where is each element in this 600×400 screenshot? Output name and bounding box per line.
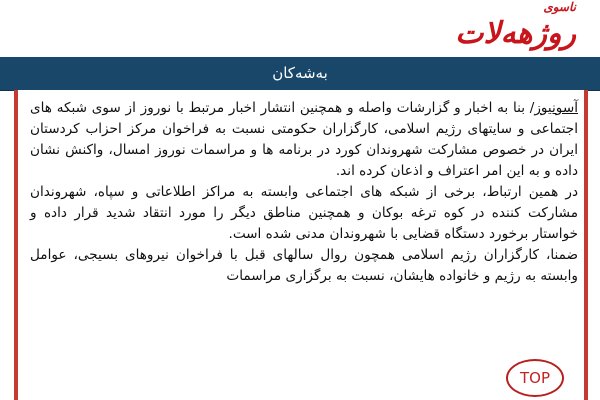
article-paragraph: [30, 98, 578, 182]
article-paragraph-text: / بنا به اخبار و گزارشات واصله و همچنین انتشار اخبار مرتبط با نوروز از سوی شبکه های اجتماعی و سایتهای رژیم اسلامی، کارگزاران حکومتی نسبت به فراخوان مرکز احزاب کردستان ایران در خصوص مشارکت شهروندان کورد در برنامه ها و مراسمات نوروز امسال، واکنش نشان داده و به این امر اعتراف و اذعان کرده اند.: [30, 100, 578, 179]
article-paragraph: در همین ارتباط، برخی از شبکه های اجتماعی وابسته به مراکز اطلاعاتی و سپاه، شهروندان مشارکت کننده در کوه ترغه بوکان و همچنین مناطق دیگر را مورد انتقاد شدید قرار داده و خواستار برخورد دستگاه قضایی با شهروندان مدنی شده است.: [30, 184, 578, 242]
navigation-bar: [0, 57, 600, 91]
news-source-link[interactable]: آسونیوز: [534, 100, 578, 116]
article-content: [30, 98, 578, 287]
article-paragraph: ضمنا، کارگزاران رژیم اسلامی همچون روال سالهای قبل با فراخوان نیروهای بسیجی، عوامل وابسته به رژیم و خانواده هایشان، نسبت به برگزاری مراسمات: [30, 247, 578, 284]
logo-small-text: ناسوی: [543, 0, 576, 14]
logo-main-text: روژهه‌لات: [455, 16, 576, 51]
back-to-top-button[interactable]: TOP: [506, 359, 564, 397]
nav-menu-title[interactable]: به‌شه‌کان: [272, 64, 328, 82]
site-header: [0, 0, 600, 57]
article-frame: [14, 90, 588, 400]
site-logo[interactable]: [455, 0, 576, 52]
